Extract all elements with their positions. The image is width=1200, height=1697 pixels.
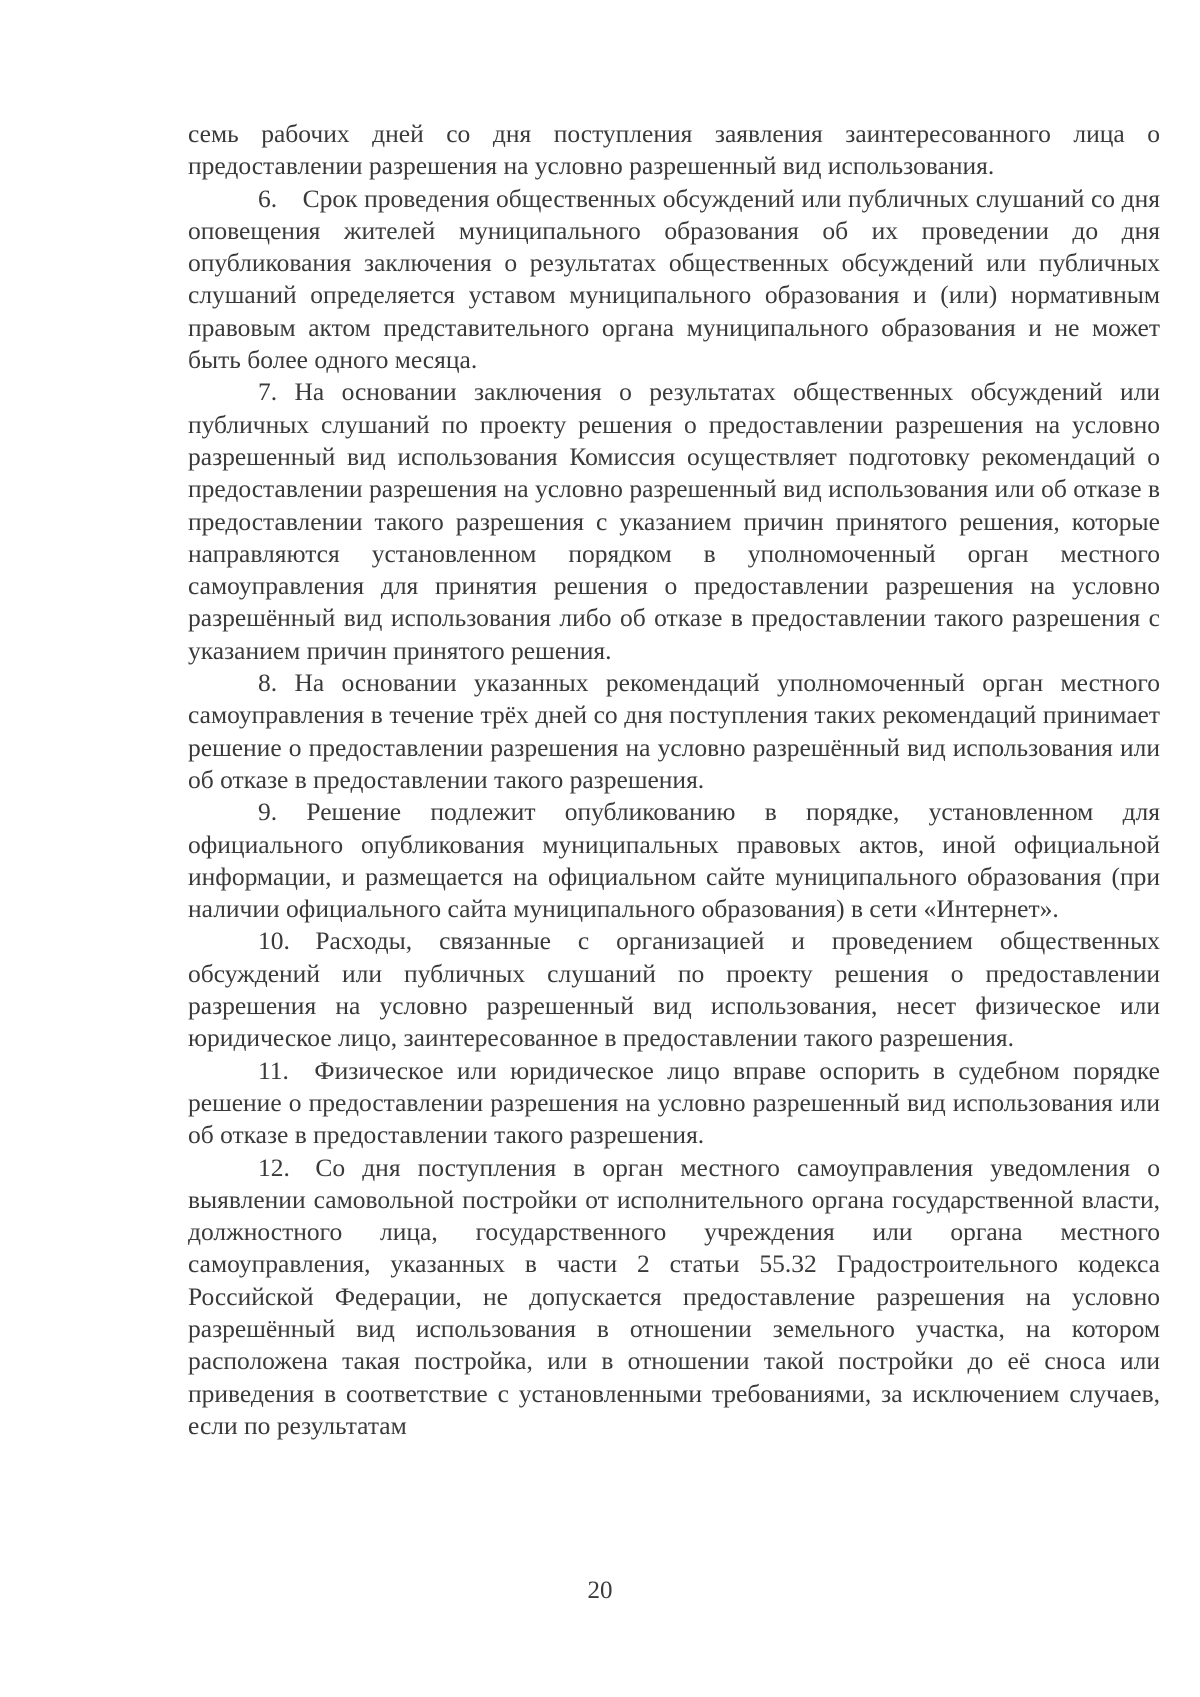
paragraph-10: 10. Расходы, связанные с организацией и проведением общественных обсуждений или публичных слушаний по проекту решения о предоставлении разрешения на условно разрешенный вид использования, несет физическое или юридическое лицо, заинтересованное в предоставлении такого разрешения. bbox=[188, 926, 1160, 1053]
paragraph-continuation: семь рабочих дней со дня поступления заявления заинтересованного лица о предоставлении разрешения на условно разрешенный вид использования. bbox=[188, 119, 1160, 181]
paragraph-6: 6. Срок проведения общественных обсуждений или публичных слушаний со дня оповещения жителей муниципального образования об их проведении до дня опубликования заключения о результатах общественных обсуждений или публичных слушаний определяется уставом муниципального образования и (или) нормативным правовым актом представительного органа муниципального образования и не может быть более одного месяца. bbox=[188, 183, 1160, 375]
page-number: 20 bbox=[587, 1577, 613, 1604]
paragraph-9: 9. Решение подлежит опубликованию в порядке, установленном для официального опубликования муниципальных правовых актов, иной официальной информации, и размещается на официальном сайте муниципального образования (при наличии официального сайта муниципального образования) в сети «Интернет». bbox=[188, 797, 1160, 924]
paragraph-11: 11. Физическое или юридическое лицо вправе оспорить в судебном порядке решение о предоставлении разрешения на условно разрешенный вид использования или об отказе в предоставлении такого разрешения. bbox=[188, 1055, 1160, 1150]
paragraph-7: 7. На основании заключения о результатах общественных обсуждений или публичных слушаний по проекту решения о предоставлении разрешения на условно разрешенный вид использования Комиссия осуществляет подготовку рекомендаций о предоставлении разрешения на условно разрешенный вид использования или об отказе в предоставлении такого разрешения с указанием причин принятого решения, которые направляются установленном порядком в уполномоченный орган местного самоуправления для принятия решения о предоставлении разрешения на условно разрешённый вид использования либо об отказе в предоставлении такого разрешения с указанием причин принятого решения. bbox=[188, 377, 1160, 665]
paragraph-8: 8. На основании указанных рекомендаций уполномоченный орган местного самоуправления в течение трёх дней со дня поступления таких рекомендаций принимает решение о предоставлении разрешения на условно разрешённый вид использования или об отказе в предоставлении такого разрешения. bbox=[188, 668, 1160, 794]
paragraph-12: 12. Со дня поступления в орган местного самоуправления уведомления о выявлении самовольной постройки от исполнительного органа государственной власти, должностного лица, государственного учреждения или органа местного самоуправления, указанных в части 2 статьи 55.32 Градостроительного кодекса Российской Федерации, не допускается предоставление разрешения на условно разрешённый вид использования в отношении земельного участка, на котором расположена такая постройка, или в отношении такой постройки до её сноса или приведения в соответствие с установленными требованиями, за исключением случаев, если по результатам bbox=[188, 1152, 1160, 1440]
document-body bbox=[188, 118, 1160, 1442]
